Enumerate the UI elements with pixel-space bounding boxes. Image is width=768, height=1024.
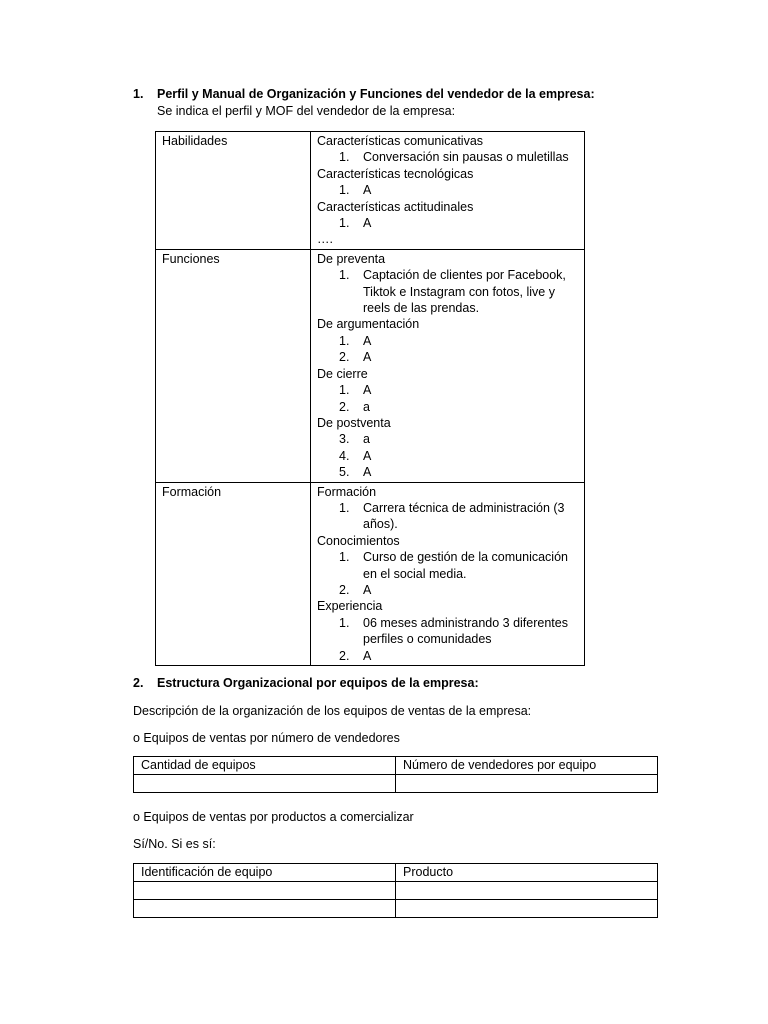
section-1-number: 1. — [133, 87, 144, 101]
list-item-number: 2. — [339, 648, 350, 663]
list-item-number: 2. — [339, 399, 350, 414]
list-item-text: A — [363, 350, 372, 365]
list-item — [339, 448, 578, 464]
list-item-text: A — [363, 383, 372, 398]
list-item-text: A — [363, 216, 372, 231]
list-item — [339, 464, 578, 480]
profile-mof-table — [155, 131, 585, 666]
list-item — [339, 549, 578, 582]
list-item-number: 1. — [339, 150, 350, 165]
list-item-text: Carrera técnica de administración (3 años). — [363, 500, 565, 532]
list-item-text: Captación de clientes por Facebook, Tiktok e Instagram con fotos, live y reels de las prendas. — [363, 268, 566, 316]
numbered-list — [317, 182, 578, 198]
team-product-table — [133, 863, 658, 918]
section-1-heading: Perfil y Manual de Organización y Funciones del vendedor de la empresa: — [157, 87, 595, 101]
option-sales-teams-by-products: o Equipos de ventas por productos a comercializar — [133, 810, 414, 824]
list-item-text: A — [363, 582, 372, 597]
numbered-list — [317, 267, 578, 316]
row-content — [311, 249, 585, 482]
table-cell-empty[interactable] — [396, 882, 658, 900]
header-sellers-per-team: Número de vendedores por equipo — [396, 757, 658, 775]
table-row — [134, 900, 658, 918]
list-item-text: Curso de gestión de la comunicación en el social media. — [363, 550, 568, 581]
table-row — [156, 249, 585, 482]
list-item-text: A — [363, 448, 372, 463]
list-item — [339, 182, 578, 198]
list-item-text: A — [363, 648, 372, 663]
group-title: De preventa — [317, 251, 386, 266]
list-item — [339, 149, 578, 165]
group-title: Características comunicativas — [317, 134, 484, 148]
list-item-number: 5. — [339, 465, 350, 480]
table-cell-empty[interactable] — [134, 882, 396, 900]
row-label: Habilidades — [156, 132, 311, 250]
list-item-text: 06 meses administrando 3 diferentes perfiles o comunidades — [363, 615, 568, 647]
list-item-number: 1. — [339, 268, 350, 283]
section-1-subheading: Se indica el perfil y MOF del vendedor de la empresa: — [157, 104, 456, 118]
list-item — [339, 500, 578, 533]
numbered-list — [317, 215, 578, 231]
list-item — [339, 399, 578, 415]
header-team-count: Cantidad de equipos — [134, 757, 396, 775]
row-label: Funciones — [156, 249, 311, 482]
trailing-ellipsis: …. — [317, 232, 333, 247]
group-title: Características actitudinales — [317, 199, 474, 214]
group-title: Formación — [317, 484, 377, 499]
table-row — [134, 882, 658, 900]
list-item — [339, 582, 578, 598]
group-title: De argumentación — [317, 317, 420, 332]
row-label: Formación — [156, 482, 311, 665]
list-item-number: 2. — [339, 582, 350, 597]
group-title: De cierre — [317, 366, 368, 381]
section-2-heading: Estructura Organizacional por equipos de la empresa: — [157, 676, 479, 690]
table-row — [156, 132, 585, 250]
list-item-text: Conversación sin pausas o muletillas — [363, 150, 569, 165]
option-sales-teams-by-sellers: o Equipos de ventas por número de vendedores — [133, 731, 400, 745]
section-2-description: Descripción de la organización de los equipos de ventas de la empresa: — [133, 704, 532, 718]
table-cell-empty[interactable] — [396, 900, 658, 918]
list-item-text: a — [363, 399, 370, 414]
numbered-list — [317, 149, 578, 165]
numbered-list — [317, 382, 578, 415]
list-item-number: 1. — [339, 183, 350, 198]
table-cell-empty[interactable] — [134, 900, 396, 918]
list-item — [339, 333, 578, 349]
group-title: Conocimientos — [317, 533, 400, 548]
header-team-id: Identificación de equipo — [134, 864, 396, 882]
list-item-number: 1. — [339, 500, 350, 515]
table-row — [156, 482, 585, 665]
sales-teams-by-sellers-table — [133, 756, 658, 793]
list-item-number: 4. — [339, 448, 350, 463]
list-item-number: 3. — [339, 432, 350, 447]
list-item-number: 1. — [339, 615, 350, 630]
group-title: Experiencia — [317, 599, 383, 614]
numbered-list — [317, 549, 578, 598]
table-cell-empty[interactable] — [134, 775, 396, 793]
numbered-list — [317, 431, 578, 480]
row-content — [311, 132, 585, 250]
table-header-row — [134, 757, 658, 775]
list-item-text: a — [363, 432, 370, 447]
list-item-text: A — [363, 465, 372, 480]
section-2-number: 2. — [133, 676, 144, 690]
list-item-number: 1. — [339, 550, 350, 565]
numbered-list — [317, 500, 578, 533]
list-item-text: A — [363, 333, 372, 348]
group-title: Características tecnológicas — [317, 166, 474, 181]
list-item — [339, 431, 578, 447]
group-title: De postventa — [317, 415, 391, 430]
list-item — [339, 349, 578, 365]
row-content — [311, 482, 585, 665]
list-item-text: A — [363, 183, 372, 198]
yes-no-prompt: Sí/No. Si es sí: — [133, 837, 216, 851]
list-item-number: 2. — [339, 350, 350, 365]
table-row — [134, 775, 658, 793]
list-item — [339, 382, 578, 398]
header-product: Producto — [396, 864, 658, 882]
numbered-list — [317, 615, 578, 664]
list-item-number: 1. — [339, 383, 350, 398]
list-item-number: 1. — [339, 333, 350, 348]
list-item-number: 1. — [339, 216, 350, 231]
table-cell-empty[interactable] — [396, 775, 658, 793]
list-item — [339, 615, 578, 648]
list-item — [339, 215, 578, 231]
table-header-row — [134, 864, 658, 882]
list-item — [339, 648, 578, 664]
list-item — [339, 267, 578, 316]
numbered-list — [317, 333, 578, 366]
